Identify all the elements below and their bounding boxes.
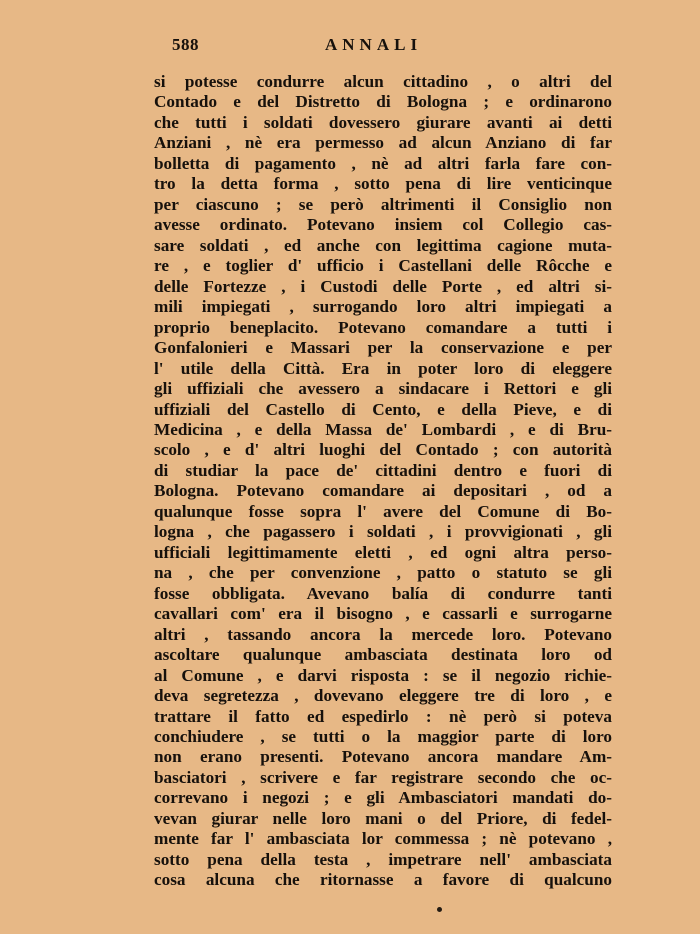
text-line: ufficiali legittimamente eletti , ed ogni altra perso-: [154, 542, 612, 562]
text-line: correvano i negozi ; e gli Ambasciatori mandati do-: [154, 788, 612, 808]
text-line: cavallari com' era il bisogno , e cassarli e surrogarne: [154, 604, 612, 624]
text-line: Contado e del Distretto di Bologna ; e ordinarono: [154, 92, 612, 112]
text-line: Anziani , nè era permesso ad alcun Anziano di far: [154, 133, 612, 153]
text-line: qualunque fosse sopra l' avere del Comune di Bo-: [154, 501, 612, 521]
text-line: logna , che pagassero i soldati , i provvigionati , gli: [154, 522, 612, 542]
page-number: 588: [172, 35, 199, 54]
text-line: sotto pena della testa , impetrare nell' ambasciata: [154, 849, 612, 869]
text-line: bolletta di pagamento , nè ad altri farla fare con-: [154, 153, 612, 173]
page-header: [172, 35, 612, 61]
text-line: si potesse condurre alcun cittadino , o altri del: [154, 72, 612, 91]
text-line: deva segretezza , dovevano eleggere tre di loro , e: [154, 686, 612, 706]
text-line: Medicina , e della Massa de' Lombardi , e di Bru-: [154, 419, 612, 439]
text-line: ascoltare qualunque ambasciata destinata loro od: [154, 645, 612, 665]
text-line: basciatori , scrivere e far registrare secondo che oc-: [154, 767, 612, 787]
text-line: altri , tassando ancora la mercede loro. Potevano: [154, 624, 612, 644]
body-text: [154, 72, 612, 891]
text-line: proprio beneplacito. Potevano comandare a tutti i: [154, 317, 612, 337]
text-line: vevan giurar nelle loro mani o del Priore, di fedel-: [154, 808, 612, 828]
text-line: di studiar la pace de' cittadini dentro e fuori di: [154, 460, 612, 480]
text-line: sare soldati , ed anche con legittima cagione muta-: [154, 235, 612, 255]
text-line: cosa alcuna che ritornasse a favore di qualcuno: [154, 870, 612, 890]
text-line: che tutti i soldati dovessero giurare avanti ai detti: [154, 112, 612, 132]
text-line: l' utile della Città. Era in poter loro di eleggere: [154, 358, 612, 378]
text-line: trattare il fatto ed espedirlo : nè però si poteva: [154, 706, 612, 726]
text-line: scolo , e d' altri luoghi del Contado ; con autorità: [154, 440, 612, 460]
text-line: conchiudere , se tutti o la maggior parte di loro: [154, 727, 612, 746]
text-line: mili impiegati , surrogando loro altri impiegati a: [154, 297, 612, 317]
text-line: tro la detta forma , sotto pena di lire venticinque: [154, 174, 612, 194]
text-line: al Comune , e darvi risposta : se il negozio richie-: [154, 665, 612, 685]
running-title: ANNALI: [325, 35, 423, 54]
text-line: mente far l' ambasciata lor commessa ; nè potevano ,: [154, 829, 612, 849]
text-line: gli uffiziali che avessero a sindacare i Rettori e gli: [154, 379, 612, 399]
text-line: na , che per convenzione , patto o statuto se gli: [154, 563, 612, 583]
signature-mark: [437, 907, 442, 912]
text-line: fosse obbligata. Avevano balía di condurre tanti: [154, 583, 612, 603]
text-line: re , e toglier d' ufficio i Castellani delle Rôcche e: [154, 256, 612, 276]
text-line: delle Fortezze , i Custodi delle Porte , ed altri si-: [154, 276, 612, 296]
text-line: uffiziali del Castello di Cento, e della Pieve, e di: [154, 399, 612, 419]
text-line: avesse ordinato. Potevano insiem col Collegio cas-: [154, 215, 612, 235]
text-line: Bologna. Potevano comandare ai depositari , od a: [154, 481, 612, 501]
text-line: non erano presenti. Potevano ancora mandare Am-: [154, 747, 612, 767]
text-line: per ciascuno ; se però altrimenti il Consiglio non: [154, 194, 612, 214]
text-line: Gonfalonieri e Massari per la conservazione e per: [154, 338, 612, 358]
